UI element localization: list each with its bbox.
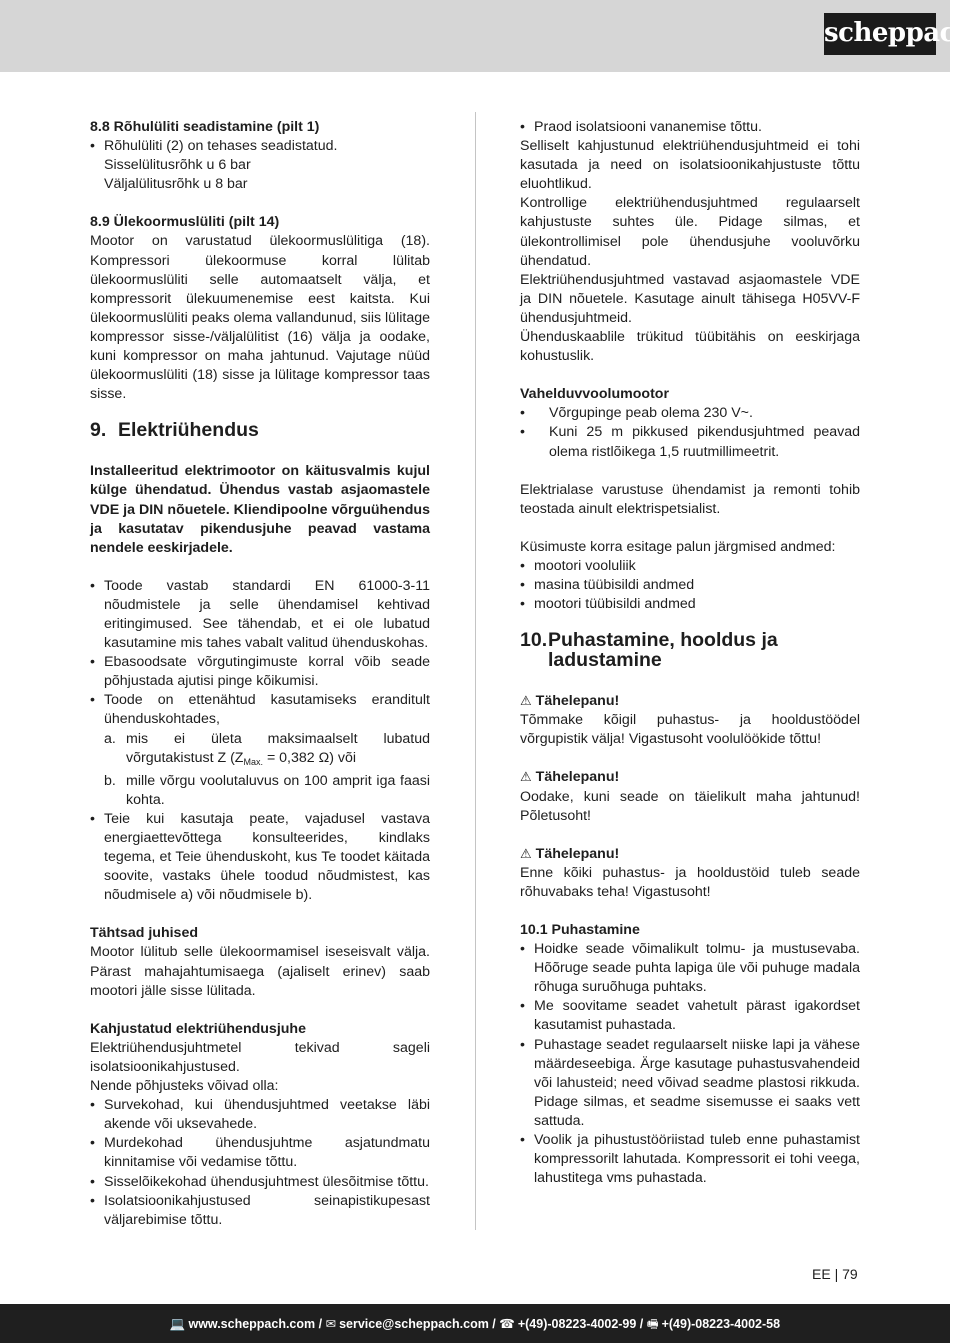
list-item: • Sisselõikekohad ühendusjuhtmest ülesõitmise tõttu. <box>90 1173 430 1192</box>
damaged-cable-causes: Nende põhjusteks võivad olla: <box>90 1078 279 1095</box>
section-9-heading <box>90 420 430 440</box>
sub-list <box>90 730 430 810</box>
fax-icon: 🖷 <box>646 1316 659 1331</box>
section-8-8-title: 8.8 Rõhulüliti seadistamine (pilt 1) <box>90 119 320 135</box>
list-item: • Võrgupinge peab olema 230 V~. <box>520 404 860 423</box>
footer-fax: +(49)-08223-4002-58 <box>661 1317 781 1331</box>
warning-label: ⚠ Tähelepanu! <box>520 769 620 786</box>
cleaning-list <box>520 940 860 1188</box>
list-item: • mootori tüübisildi andmed <box>520 595 860 614</box>
list-item: • Me soovitame seadet vahetult pärast igakordset kasutamist puhastada. <box>520 997 860 1035</box>
brand-logo: scheppach <box>824 13 936 55</box>
warning-triangle-icon: ⚠ <box>520 846 532 862</box>
list-item: • Survekohad, kui ühendusjuhtmed veetakse läbi akende või uksevahede. <box>90 1096 430 1134</box>
damaged-cable-text: Elektriühendusjuhtmetel tekivad sageli isolatsioonikahjustused. <box>90 1039 430 1075</box>
list-item: • Isolatsioonikahjustused seinapistikupesast väljarebimise tõttu. <box>90 1192 430 1230</box>
paragraph: Elektriühendusjuhtmed vastavad asjaomastele VDE ja DIN nõuetele. Kasutage ainult tähisega H05VV-F ühendusjuhtmeid. <box>520 271 860 326</box>
list-item: • Toode on ettenähtud kasutamiseks eranditult ühenduskohtades, <box>90 691 430 729</box>
section-9-intro: Installeeritud elektrimootor on käitusvalmis kujul külge ühendatud. Ühendus vastab asjaomastele VDE ja DIN nõuetele. Kliendipoolne võrguühendus ja kasutatav pikendusjuhe peavad vastama nendele eeskirjadele. <box>90 463 430 556</box>
list-item: • Hoidke seade võimalikult tolmu- ja mustusevaba. Hõõruge seade puhta lapiga üle või puhuge madala rõhuga suruõhuga puhtaks. <box>520 940 860 997</box>
list-item: • mootori vooluliik <box>520 557 860 576</box>
warning-text: Enne kõiki puhastus- ja hooldustöid tuleb seade rõhuvabaks teha! Vigastusoht! <box>520 864 860 900</box>
warning-label: ⚠ Tähelepanu! <box>520 693 620 710</box>
list-item: • Murdekohad ühendusjuhtme asjatundmatu kinnitamise või vedamise tõttu. <box>90 1134 430 1172</box>
column-divider <box>475 112 476 1230</box>
ac-motor-title: Vahelduvvoolumootor <box>520 386 669 403</box>
right-column <box>520 118 860 1188</box>
query-text: Küsimuste korra esitage palun järgmised andmed: <box>520 538 836 555</box>
footer-web: www.scheppach.com / <box>188 1317 323 1331</box>
important-text: Mootor lülitub selle ülekoormamisel iseseisvalt välja. Pärast mahajahtumisaega (ajaliselt erinev) saab mootori jälle sisse lülitada. <box>90 944 430 999</box>
section-10-heading <box>520 630 860 670</box>
important-title: Tähtsad juhised <box>90 925 198 942</box>
footer-bar <box>0 1304 950 1343</box>
list-item: • Voolik ja pihustustööriistad tuleb enne puhastamist kompressorilt lahutada. Kompressorit ei tohi veega, lahustitega vms puhastada. <box>520 1131 860 1188</box>
section-8-9-text: Mootor on varustatud ülekoormuslülitiga (18). Kompressori ülekoormuse korral lülitab ülekoormuslüliti selle automaatselt välja, et kompressorit ülekuumenemise eest kaitsta. Kui ülekoormuslüliti peaks olema vallandunud, siis lülitage kompressor sisse-/väljalülitist (16) välja ja oodake, kuni kompressor on maha jahtunud. Vajutage nüüd ülekoormuslüliti (18) sisse ja lülitage kompressor taas sisse. <box>90 233 430 403</box>
section-number: 10. <box>520 629 548 652</box>
footer-phone: +(49)-08223-4002-99 / <box>517 1317 644 1331</box>
warning-label: ⚠ Tähelepanu! <box>520 845 620 862</box>
warning-triangle-icon: ⚠ <box>520 694 532 710</box>
left-column <box>90 118 430 1230</box>
query-list <box>520 557 860 614</box>
ac-motor-list <box>520 404 860 461</box>
warning-triangle-icon: ⚠ <box>520 770 532 786</box>
list-item: • Rõhulüliti (2) on tehases seadistatud. <box>90 137 430 156</box>
header-bar <box>0 0 973 72</box>
section-10-1-title: 10.1 Puhastamine <box>520 922 640 938</box>
list-item: • Ebasoodsate võrgutingimuste korral võib seade põhjustada ajutisi pinge kõikumisi. <box>90 653 430 691</box>
damaged-cable-title: Kahjustatud elektriühendusjuhe <box>90 1020 306 1037</box>
phone-icon: ☎ <box>499 1316 515 1331</box>
section-number: 9. <box>90 419 107 442</box>
sub-item-b: b. mille võrgu voolutaluvus on 100 amprit iga faasi kohta. <box>104 772 430 808</box>
page-number: EE | 79 <box>812 1266 858 1282</box>
section-title: Elektriühendus <box>118 419 259 442</box>
section-title: Puhastamine, hooldus ja ladustamine <box>548 629 778 672</box>
paragraph: Kontrollige elektriühendusjuhtmed regulaarselt kahjustuste suhtes üle. Pidage silmas, et ülekontrollimisel pole ühendusjuhe vooluvõrku ühendatud. <box>520 195 860 269</box>
section-9-list <box>90 577 430 730</box>
footer-mail: service@scheppach.com / <box>339 1317 496 1331</box>
list-item: • Puhastage seadet regulaarselt niiske lapi ja vähese määrdeseebiga. Ärge kasutage puhastusvahendeid või lahusteid; need võivad seadme plastosi rikkuda. Pidage silmas, et seadme sisemusse ei saaks vett sattuda. <box>520 1036 860 1131</box>
damaged-cable-list <box>90 1096 430 1230</box>
list-item: • Toode vastab standardi EN 61000-3-11 nõudmistele ja selle ühendamisel kehtivad eritingimused. See tähendab, et ei ole lubatud kasutamine mis tahes vabalt valitud ühenduskohas. <box>90 577 430 653</box>
warning-text: Tõmmake kõigil puhastus- ja hooldustöödel võrgupistik välja! Vigastusoht voolulöökide tõttu! <box>520 712 860 748</box>
list-item: • Praod isolatsiooni vananemise tõttu. <box>520 118 860 137</box>
list-item: • Teie kui kasutaja peate, vajadusel vastava energiaettevõttega konsulteerides, kindlaks tegema, et Teie ühenduskoht, kus Te toodet käitada soovite, vastaks ühele toodud nõudmistest, kas nõudmisele a) või nõudmisele b). <box>90 810 430 905</box>
pressure-off: Väljalülitusrõhk u 8 bar <box>104 176 248 193</box>
electrician-note: Elektrialase varustuse ühendamist ja remonti tohib teostada ainult elektrispetsialist. <box>520 481 860 517</box>
laptop-icon: 💻 <box>169 1316 186 1331</box>
sub-item-a: a. mis ei ületa maksimaalselt lubatud võrgutakistust Z ($Z_{Max.} = 0,382$ Ω) või <box>104 730 430 767</box>
list-item: • Kuni 25 m pikkused pikendusjuhtmed peavad olema ristlõikega 1,5 ruutmillimeetrit. <box>520 423 860 461</box>
pressure-on: Sisselülitusrõhk u 6 bar <box>104 157 251 174</box>
warning-text: Oodake, kuni seade on täielikult maha jahtunud! Põletusoht! <box>520 788 860 824</box>
mail-icon: ✉ <box>325 1316 337 1331</box>
section-8-9-title: 8.9 Ülekoormuslüliti (pilt 14) <box>90 214 280 231</box>
paragraph: Ühenduskaablile trükitud tüübitähis on eeskirjaga kohustuslik. <box>520 329 860 365</box>
list-item: • masina tüübisildi andmed <box>520 576 860 595</box>
paragraph: Selliselt kahjustunud elektriühendusjuhtmeid ei tohi kasutada ja need on isolatsioonikahjustuste tõttu eluohtlikud. <box>520 138 860 193</box>
